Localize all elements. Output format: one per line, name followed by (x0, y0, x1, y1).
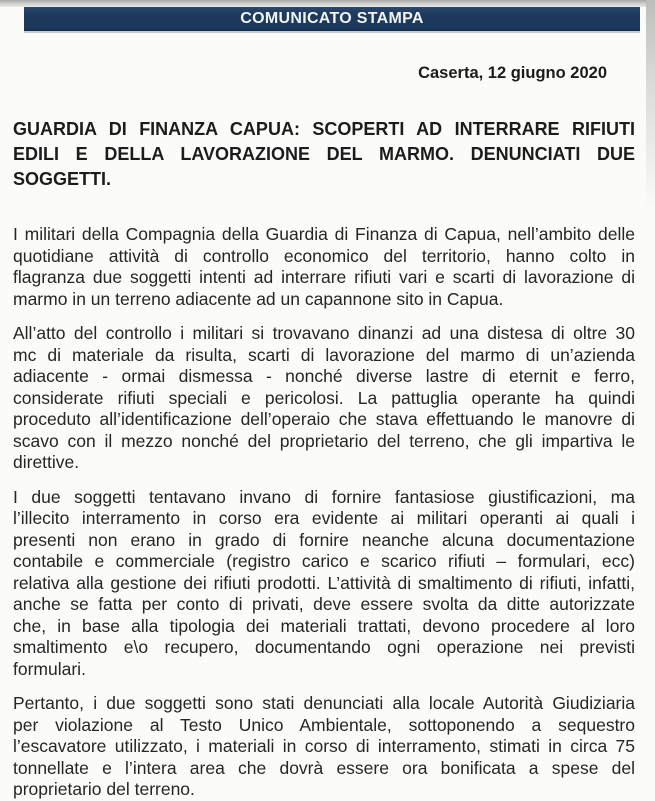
paragraph (13, 224, 635, 310)
text-line: smaltimento e\o recupero, documentando ogni operazione nei previsti (13, 637, 635, 657)
text-line: quotidiane attività di controllo economico del territorio, hanno colto in (13, 245, 635, 266)
text-line: relativa alla gestione dei rifiuti prodotti. L’attività di smaltimento di rifiuti, infatti, (13, 572, 635, 593)
text-line: I militari della Compagnia della Guardia di Finanza di Capua, nell’ambito delle (13, 224, 635, 244)
text-line: considerate rifiuti speciali e pericolosi. La pattuglia operante ha quindi (13, 387, 635, 408)
page-edge-right (646, 0, 655, 210)
body-text (13, 224, 635, 801)
headline-line: EDILI E DELLA LAVORAZIONE DEL MARMO. DENUNCIATI DUE (13, 144, 635, 164)
text-line: l’escavatore utilizzato, i materiali in corso di interramento, stimati in circa 75 (13, 736, 635, 756)
text-line: per violazione al Testo Unico Ambientale, sottoponendo a sequestro (13, 714, 635, 735)
text-line: scavo con il mezzo nonché del proprietario del terreno, che gli impartiva le (13, 430, 635, 451)
text-line: All’atto del controllo i militari si trovavano dinanzi ad una distesa di oltre 30 (13, 323, 635, 343)
text-line: anche se fatta per conto di privati, deve essere svolta da ditte autorizzate (13, 594, 635, 614)
text-line: marmo in un terreno adiacente ad un capannone sito in Capua. (13, 288, 504, 309)
paragraph (13, 323, 635, 474)
text-line: proceduto all’identificazione dell’operaio che stava effettuando le manovre di (13, 409, 635, 429)
banner (24, 7, 640, 31)
text-line: direttive. (13, 452, 80, 472)
text-line: l’illecito interramento in corso era evidente ai militari operanti ai quali i (13, 508, 635, 528)
paragraph (13, 487, 635, 681)
text-line: presenti non erano in grado di fornire neanche alcuna documentazione (13, 529, 635, 550)
text-line: proprietario del terreno. (13, 779, 195, 799)
text-line: formulari. (13, 658, 86, 679)
text-line: tonnellate e l’intera area che dovrà essere ora bonificata a spese del (13, 757, 635, 778)
text-line: adiacente - ormai dismessa - nonché diverse lastre di eternit e ferro, (13, 366, 635, 386)
paragraph (13, 693, 635, 801)
text-line: I due soggetti tentavano invano di fornire fantasiose giustificazioni, ma (13, 486, 635, 507)
text-line: Pertanto, i due soggetti sono stati denunciati alla locale Autorità Giudiziaria (13, 693, 635, 713)
text-line: mc di materiale da risulta, scarti di lavorazione del marmo di un’azienda (13, 344, 635, 365)
text-line: che, in base alla tipologia dei materiali trattati, devono procedere al loro (13, 615, 635, 636)
page-edge-top (0, 0, 655, 7)
text-line: flagranza due soggetti intenti ad interrare rifiuti vari e scarti di lavorazione di (13, 267, 635, 287)
headline-line: SOGGETTI. (13, 169, 112, 189)
text-line: contabile e commerciale (registro carico e scarico rifiuti – formulari, ecc) (13, 551, 635, 571)
headline (13, 117, 635, 192)
headline-line: GUARDIA DI FINANZA CAPUA: SCOPERTI AD INTERRARE RIFIUTI (13, 119, 635, 139)
banner-title: COMUNICATO STAMPA (240, 10, 424, 27)
dateline: Caserta, 12 giugno 2020 (418, 64, 607, 82)
